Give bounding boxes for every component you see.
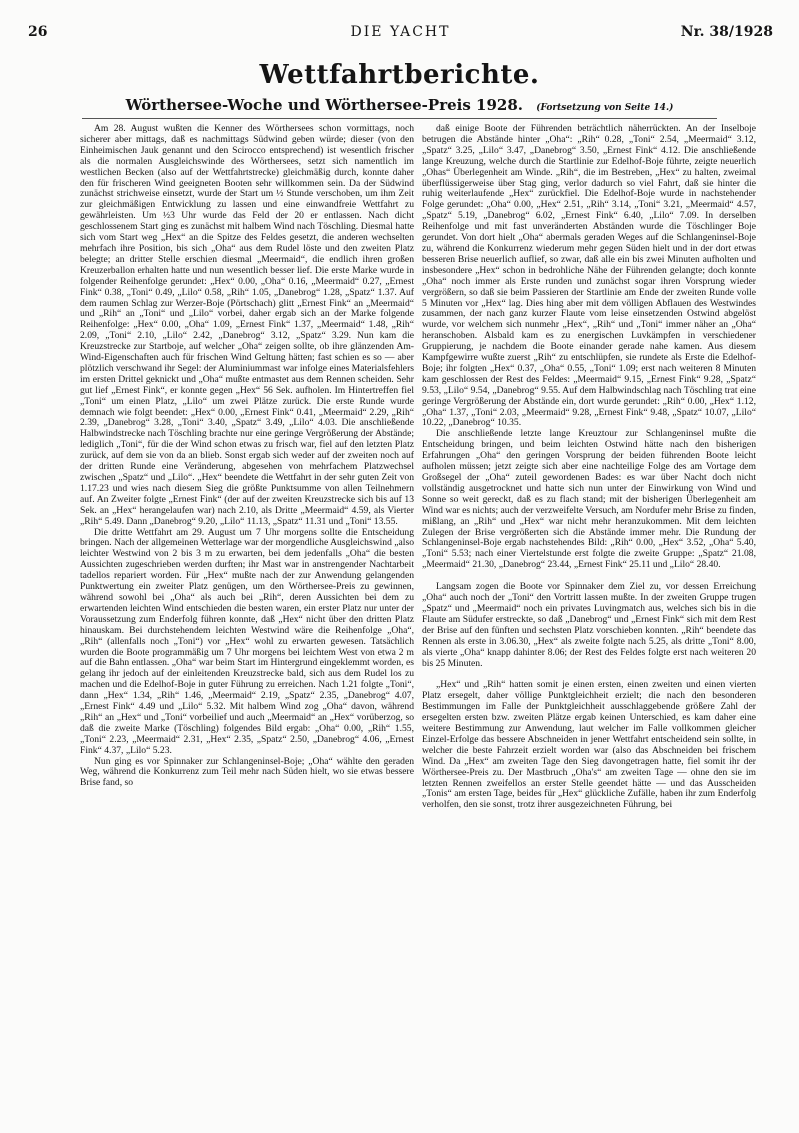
section-title: Wettfahrtberichte. [259, 60, 540, 90]
paragraph: „Hex“ und „Rih“ hatten somit je einen ersten, einen zweiten und einen vierten Platz ersegelt, daher völlige Punktgleichheit erzielt; die nach den besonderen Bestimmungen im Falle der Punktgleichheit ausschlaggebende größere Zahl der ersegelten ersten bzw. zweiten Plätze ergab keinen Unterschied, es kam daher eine weitere Bestimmung zur Anwendung, laut welcher im Falle vollkommen gleicher Einzel-Erfolge das bessere Abschneiden in jener Wettfahrt entscheidend sein sollte, in welcher die beste Fahrzeit erzielt worden war (also das Abschneiden bei frischem Wind. Da „Hex“ am zweiten Tage den Sieg davongetragen hatte, fiel somit ihr der Wörthersee-Preis zu. Der Mastbruch „Oha's“ am zweiten Tage — ohne den sie im letzten Rennen zweifellos an erster Stelle geendet hätte — und das Ausscheiden „Tonis“ am ersten Tage, beides für „Hex“ glückliche Zufälle, haben ihr zum Enderfolg verholfen, den sie sonst, trotz ihrer ausgezeichneten Führung, bei [422, 679, 756, 811]
page-number: 26 [28, 24, 48, 40]
article-heading: Wörthersee-Woche und Wörthersee-Preis 1928. [125, 96, 523, 114]
paragraph: Am 28. August wußten die Kenner des Wörthersees schon vormittags, noch sicherer aber mittags, daß es nachmittags Südwind geben würde; dieser (von den Einheimischen Jauk genannt und den Scirocco entsprechend) ist wesentlich frischer als die normalen Ausgleichswinde des Wörthersees, setzt sich namentlich im westlichen Becken (also auf der Wettfahrtstrecke) gleichmäßig durch, konnte daher den für frischeren Wind geeigneten Booten sehr willkommen sein. Da der Südwind zunächst strichweise einsetzt, wurde der Start um ½ Stunde verschoben, um ihm Zeit zur gleichmäßigen Entwicklung zu lassen und eine einwandfreie Wettfahrt zu gewährleisten. Um ½3 Uhr wurde das Feld der 20 er entlassen. Nach dicht geschlossenem Start ging es zunächst mit halbem Wind nach Töschling. Diesmal hatte sich vom Start weg „Hex“ an die Spitze des Feldes gesetzt, die anderen wechselten mehrfach ihre Position, bis sich „Oha“ aus dem Rudel löste und den zweiten Platz belegte; an dritter Stelle erschien diesmal „Meermaid“, die endlich ihren großen Kreuzerballon erhalten hatte und nun wesentlich besser lief. Die erste Marke wurde in folgender Reihenfolge gerundet: „Hex“ 0.00, „Oha“ 0.16, „Meermaid“ 0.27, „Ernest Fink“ 0.38, „Toni“ 0.49, „Lilo“ 0.58, „Rih“ 1.05, „Danebrog“ 1.28, „Spatz“ 1.37. Auf dem raumen Schlag zur Werzer-Boje (Pörtschach) glitt „Ernest Fink“ an „Meermaid“ und „Rih“ an „Toni“ und „Lilo“ vorbei, daher ergab sich an der Marke folgende Reihenfolge: „Hex“ 0.00, „Oha“ 1.09, „Ernest Fink“ 1.37, „Meermaid“ 1.48, „Rih“ 2.09, „Toni“ 2.10, „Lilo“ 2.42, „Danebrog“ 3.12, „Spatz“ 3.29. Nun kam die Kreuzstrecke zur Startboje, auf welcher „Oha“ zeigen sollte, ob ihre glänzenden Am-Wind-Eigenschaften auch für frischen Wind Geltung hätten; fast schien es so — aber plötzlich verschwand ihr Segel: der Aluminiummast war infolge eines Materialsfehlers im ersten Drittel geknickt und „Oha“ mußte entmastet aus dem Rennen scheiden. Sehr gut lief „Ernest Fink“, er konnte gegen „Hex“ 56 Sek. aufholen. Im Hintertreffen fiel „Toni“ um einen Platz, „Lilo“ um zwei Plätze zurück. Die erste Runde wurde demnach wie folgt beendet: „Hex“ 0.00, „Ernest Fink“ 0.41, „Meermaid“ 2.29, „Rih“ 2.39, „Danebrog“ 3.28, „Toni“ 3.40, „Spatz“ 3.49, „Lilo“ 4.03. Die anschließende Halbwindstrecke nach Töschling brachte nur eine geringe Vergrößerung der Abstände; lediglich „Toni“, für die der Wind schon etwas zu frisch war, fiel auf den letzten Platz zurück, auf dem sie von da an blieb. Sonst ergab sich weder auf der zweiten noch auf der dritten Runde eine Veränderung, abgesehen von mehrfachem Platzwechsel zwischen „Spatz“ und „Lilo“. „Hex“ beendete die Wettfahrt in der sehr guten Zeit von 1.17.23 und wies nach diesem Sieg die größte Punktsumme von allen Teilnehmern auf. An Zweiter folgte „Ernest Fink“ (der auf der zweiten Kreuzstrecke sich bis auf 13 Sek. an „Hex“ herangelaufen war) nach 2.10, als Dritte „Meermaid“ 4.59, als Vierter „Rih“ 5.49. Dann „Danebrog“ 9.20, „Lilo“ 11.13, „Spatz“ 11.31 und „Toni“ 13.55. [80, 123, 414, 527]
page-header [28, 24, 773, 46]
magazine-name: DIE YACHT [350, 24, 451, 40]
paragraph: Die dritte Wettfahrt am 29. August um 7 Uhr morgens sollte die Entscheidung bringen. Nach der allgemeinen Wetterlage war der morgendliche Ausgleichswind „also leichter Westwind von 2 bis 3 m zu erwarten, bei dem jedenfalls „Oha“ die besten Aussichten zugeschrieben werden durften; ihr Mast war in anstrengender Nachtarbeit tadellos repariert worden. Für „Hex“ mußte nach der zur Anwendung gelangenden Punktwertung ein zweiter Platz genügen, um den Wörthersee-Preis zu gewinnen, während sowohl bei „Oha“ als auch bei „Rih“, deren Aussichten bei dem zu erwartenden leichten Wind entschieden die besten waren, ein erster Platz nur unter der Voraussetzung zum Enderfolg führen konnte, daß „Hex“ nicht über den dritten Platz hinauskam. Bei durchstehendem leichten Westwind wäre die Reihenfolge „Oha“, „Rih“ (allenfalls noch „Toni“) vor „Hex“ wohl zu erwarten gewesen. Tatsächlich wurden die Boote programmäßig um 7 Uhr morgens bei leichtem West von etwa 2 m auf die Bahn entlassen. „Oha“ war beim Start im Hintergrund eingeklemmt worden, es gelang ihr jedoch auf der einleitenden Kreuzstrecke bald, sich aus dem Rudel los zu machen und die Edelhof-Boje in guter Führung zu erreichen. Nach 1.21 folgte „Toni“, dann „Hex“ 1.34, „Rih“ 1.46, „Meermaid“ 2.19, „Spatz“ 2.35, „Danebrog“ 4.07, „Ernest Fink“ 4.49 und „Lilo“ 5.32. Mit halbem Wind zog „Oha“ davon, während „Rih“ an „Hex“ und „Toni“ vorbeilief und auch „Meermaid“ an „Hex“ vorüberzog, so daß die zweite Marke (Töschling) folgendes Bild ergab: „Oha“ 0.00, „Rih“ 1.55, „Toni“ 2.23, „Meermaid“ 2.31, „Hex“ 2.35, „Spatz“ 2.50, „Danebrog“ 4.06, „Ernest Fink“ 4.37, „Lilo“ 5.23. [80, 526, 415, 756]
paragraph: Die anschließende letzte lange Kreuztour zur Schlangeninsel mußte die Entscheidung bringen, und beim leichten Ostwind hätte nach den bisherigen Erfahrungen „Oha“ den geringen Vorsprung der beiden führenden Boote leicht aufholen müssen; jetzt zeigte sich aber eine nachteilige Folge des am Vortage dem Großsegel der „Oha“ zuteil gewordenen Bades: es war über Nacht doch nicht vollständig ausgetrocknet und hatte sich nun unter der Einwirkung von Wind und Sonne so weit gereckt, daß es zu flach stand; mit der bisherigen Überlegenheit am Wind war es nichts; auch der verzweifelte Versuch, am Nordufer mehr Brise zu finden, mißlang, an „Rih“ und „Hex“ war nicht mehr heranzukommen. Mit dem leichten Zulegen der Brise vergrößerten sich die Abstände immer mehr. Die Rundung der Schlangeninsel-Boje ergab nachstehendes Bild: „Rih“ 0.00, „Hex“ 3.52, „Oha“ 5.40, „Toni“ 5.53; nach einer Viertelstunde erst folgte die zweite Gruppe: „Spatz“ 21.08, „Meermaid“ 21.30, „Danebrog“ 23.44, „Ernest Fink“ 25.11 und „Lilo“ 28.40. [422, 428, 756, 571]
right-column [422, 124, 756, 811]
article-subtitle [0, 96, 799, 114]
paragraph: Nun ging es vor Spinnaker zur Schlangeninsel-Boje; „Oha“ wählte den geraden Weg, während die Konkurrenz zum Teil mehr nach Süden hielt, wo sie etwas bessere Brise fand, so [80, 755, 414, 789]
issue-number: Nr. 38/1928 [680, 24, 773, 40]
paragraph: daß einige Boote der Führenden beträchtlich näherrückten. An der Inselboje betrugen die Abstände hinter „Oha“: „Rih“ 0.28, „Toni“ 2.54, „Meermaid“ 3.12, „Spatz“ 3.25, „Lilo“ 3.47, „Danebrog“ 3.50, „Ernest Fink“ 4.12. Die anschließende lange Kreuzung, welche durch die Startlinie zur Edelhof-Boje führte, zeigte neuerlich „Ohas“ Überlegenheit am Winde. „Rih“, die im Bestreben, „Hex“ zu halten, zweimal überflüssigerweise über Stag ging, verlor dadurch so viel Fahrt, daß sie hinter die ruhig weiterlaufende „Hex“ zurückfiel. Die Edelhof-Boje wurde in nachstehender Folge gerundet: „Oha“ 0.00, „Hex“ 2.51, „Rih“ 3.14, „Toni“ 3.21, „Meermaid“ 4.57, „Spatz“ 5.19, „Danebrog“ 6.02, „Ernest Fink“ 6.40, „Lilo“ 7.09. In derselben Reihenfolge und mit fast unveränderten Abständen wurde die Töschlinger Boje gerundet. Von dort hielt „Oha“ abermals geraden Weges auf die Schlangeninsel-Boje zu, während die Konkurrenz wiederum mehr gegen Süden hielt und in der dort etwas besseren Brise neuerlich auflief, so zwar, daß alle ein bis zwei Minuten aufholten und insbesondere „Hex“ schon in bedrohliche Nähe der Führenden gelangte; doch konnte „Oha“ noch immer als Erste runden und zunächst sogar ihren Vorsprung wieder vergrößern, so daß sie beim Passieren der Startlinie am Ende der zweiten Runde volle 5 Minuten vor „Hex“ lag. Dies hing aber mit dem völligen Abflauen des Westwindes zusammen, der nach ganz kurzer Flaute vom leise einsetzenden Ostwind abgelöst wurde, vor welchem sich nunmehr „Hex“, „Rih“ und „Toni“ immer näher an „Oha“ heranschoben. Alsbald kam es zu energischen Luvkämpfen in verschiedener Gruppierung, je nachdem die Boote einander gerade nahe kamen. Aus diesem Kampfgewirre wußte zuerst „Rih“ zu entschlüpfen, sie rundete als Erste die Edelhof-Boje; ihr folgten „Hex“ 0.37, „Oha“ 0.55, „Toni“ 1.09; erst nach weiteren 8 Minuten kam geschlossen der Rest des Feldes: „Meermaid“ 9.15, „Ernest Fink“ 9.28, „Spatz“ 9.53, „Lilo“ 9.54, „Danebrog“ 9.55. Auf dem Halbwindschlag nach Töschling trat eine geringe Vergrößerung der Abstände ein, dort wurde gerundet: „Rih“ 0.00, „Hex“ 1.12, „Oha“ 1.37, „Toni“ 2.03, „Meermaid“ 9.28, „Ernest Fink“ 9.48, „Spatz“ 10.07, „Lilo“ 10.22, „Danebrog“ 10.35. [422, 123, 756, 429]
continuation-note: (Fortsetzung von Seite 14.) [536, 103, 674, 113]
left-column [80, 124, 414, 789]
title-rule [82, 118, 717, 119]
paragraph: Langsam zogen die Boote vor Spinnaker dem Ziel zu, vor dessen Erreichung „Oha“ auch noch der „Toni“ den Vortritt lassen mußte. In der zweiten Gruppe trugen „Spatz“ und „Meermaid“ noch ein privates Luvingmatch aus, welches sich bis in die Flaute am Südufer erstreckte, so daß „Danebrog“ und „Ernest Fink“ sich mit dem Rest der Brise auf den fünften und sechsten Platz vorschieben konnten. „Rih“ beendete das Rennen als erste in 3.06.30, „Hex“ als zweite folgte nach 5.25, als dritte „Toni“ 8.00, als vierte „Oha“ knapp dahinter 8.06; der Rest des Feldes folgte erst nach weiteren 20 bis 25 Minuten. [422, 581, 756, 669]
